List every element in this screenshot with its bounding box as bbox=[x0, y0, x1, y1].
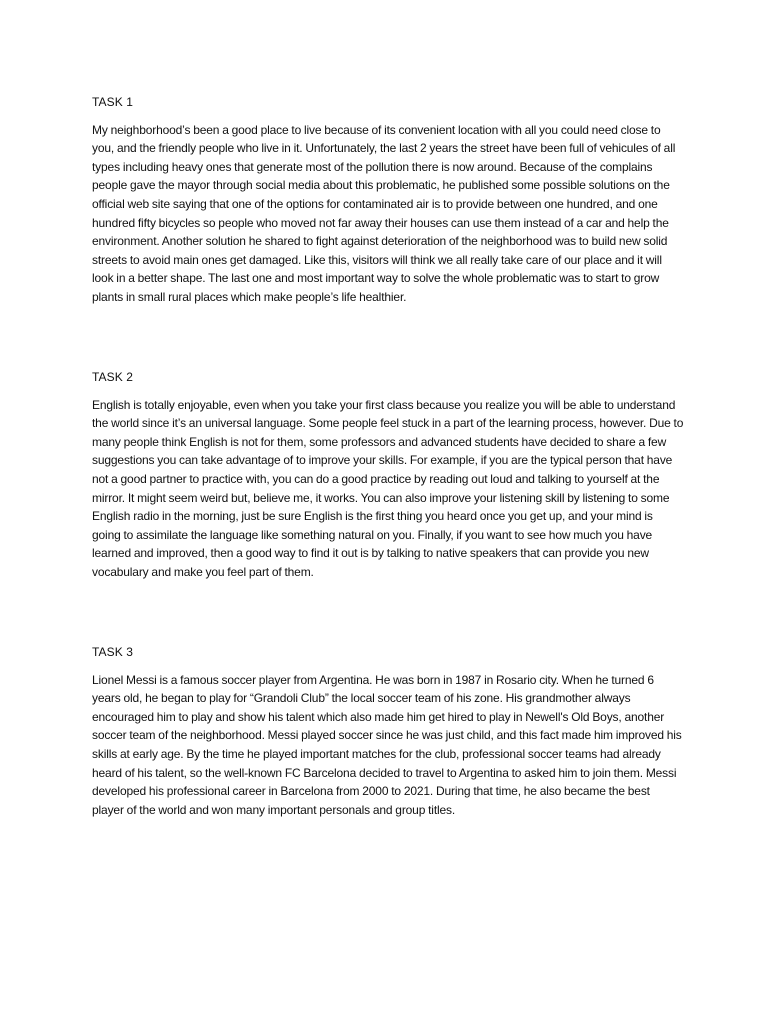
task-3-heading: TASK 3 bbox=[92, 645, 134, 659]
task-2-section bbox=[92, 368, 684, 582]
task-2-paragraph: English is totally enjoyable, even when you take your first class because you realize you will be able to understand the world since it’s an universal language. Some people feel stuck in a part of the learning process, however. Due to many people think English is not for them, some professors and advanced students have decided to share a few suggestions you can take advantage of to improve your skills. For example, if you are the typical person that have not a good partner to practice with, you can do a good practice by reading out loud and talking to yourself at the mirror. It might seem weird but, believe me, it works. You can also improve your listening skill by listening to some English radio in the morning, just be sure English is the first thing you heard once you get up, and your mind is going to assimilate the language like something natural on you. Finally, if you want to see how much you have learned and improved, then a good way to find it out is by talking to native speakers that can provide you new vocabulary and make you feel part of them. bbox=[92, 397, 684, 579]
task-1-paragraph: My neighborhood’s been a good place to live because of its convenient location with all you could need close to you, and the friendly people who live in it. Unfortunately, the last 2 years the street have been full of vehicules of all types including heavy ones that generate most of the pollution there is now around. Because of the complains people gave the mayor through social media about this problematic, he published some possible solutions on the official web site saying that one of the options for contaminated air is to provide between one hundred, and one hundred fifty bicycles so people who moved not far away their houses can use them instead of a car and help the environment. Another solution he shared to fight against deterioration of the neighborhood was to build new solid streets to avoid main ones get damaged. Like this, visitors will think we all really take care of our place and it will look in a better shape. The last one and most important way to solve the whole problematic was to start to grow plants in small rural places which make people’s life healthier. bbox=[92, 122, 676, 304]
task-1-heading: TASK 1 bbox=[92, 95, 134, 109]
task-3-section bbox=[92, 643, 684, 819]
task-1-section bbox=[92, 93, 684, 307]
task-3-paragraph: Lionel Messi is a famous soccer player from Argentina. He was born in 1987 in Rosario city. When he turned 6 years old, he began to play for “Grandoli Club” the local soccer team of his zone. His grandmother always encouraged him to play and show his talent which also made him get hired to play in Newell's Old Boys, another soccer team of the neighborhood. Messi played soccer since he was just child, and this fact made him improved his skills at early age. By the time he played important matches for the club, professional soccer teams had already heard of his talent, so the well-known FC Barcelona decided to travel to Argentina to asked him to join them. Messi developed his professional career in Barcelona from 2000 to 2021. During that time, he also became the best player of the world and won many important personals and group titles. bbox=[92, 672, 682, 817]
task-2-heading: TASK 2 bbox=[92, 370, 134, 384]
